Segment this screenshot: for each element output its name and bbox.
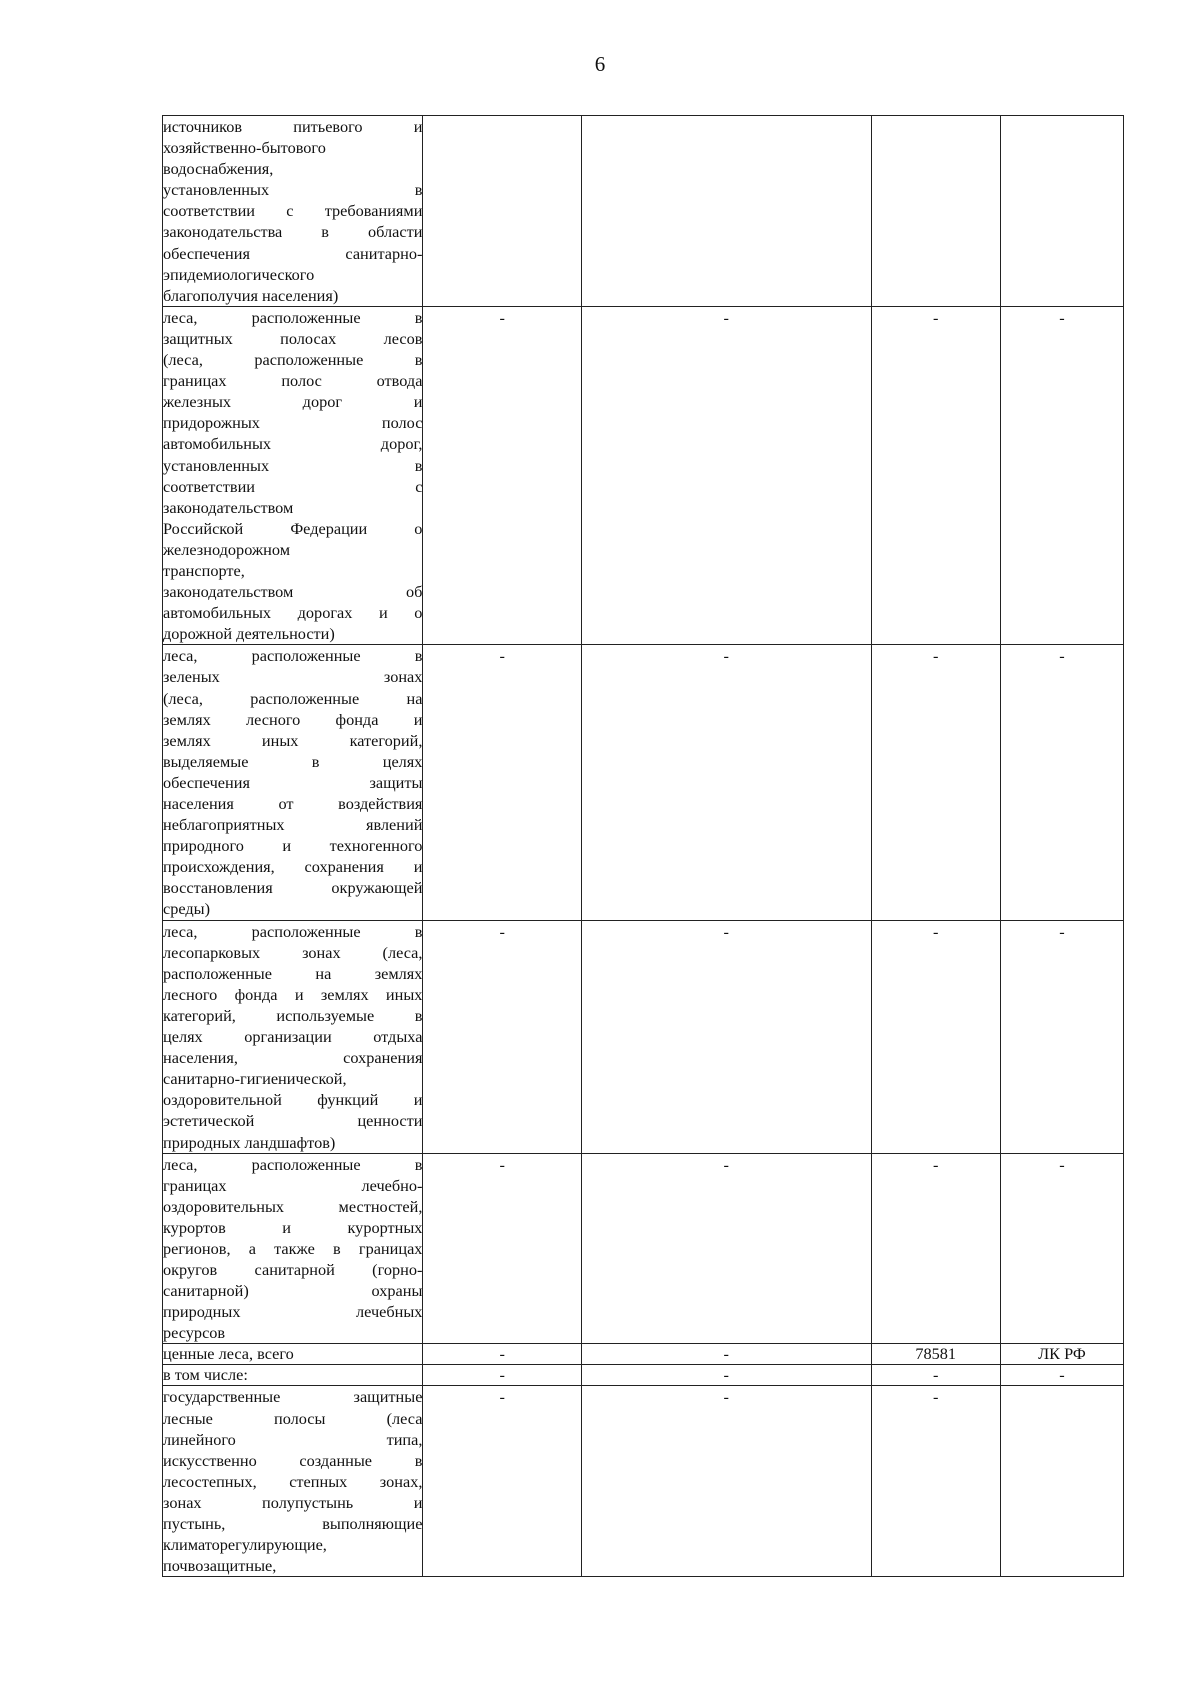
value-cell: - bbox=[423, 306, 581, 645]
category-text-line: почвозащитные, bbox=[163, 1556, 277, 1576]
category-cell bbox=[163, 116, 423, 307]
category-text-line: восстановления окружающей bbox=[163, 878, 423, 898]
category-text-line: (леса, расположенные в bbox=[163, 350, 423, 370]
category-text-line: установленных в bbox=[163, 455, 423, 475]
category-text-line: лесного фонда и землях иных bbox=[163, 984, 423, 1004]
category-text-line: законодательством об bbox=[163, 582, 423, 602]
forest-categories-table bbox=[162, 115, 1124, 1577]
category-text-line: установленных в bbox=[163, 180, 423, 200]
category-text-line: соответствии с bbox=[163, 476, 423, 496]
category-text-line: автомобильных дорогах и о bbox=[163, 603, 423, 623]
category-text-line: железнодорожном bbox=[163, 539, 291, 559]
category-text-line: обеспечения защиты bbox=[163, 772, 423, 792]
category-text-line: санитарно-гигиенической, bbox=[163, 1069, 347, 1089]
category-text-line: леса, расположенные в bbox=[163, 646, 423, 666]
category-text-line: эпидемиологического bbox=[163, 264, 315, 284]
category-text-line: землях иных категорий, bbox=[163, 730, 423, 750]
value-cell: - bbox=[1000, 1365, 1123, 1386]
table-row bbox=[163, 920, 1124, 1153]
value-cell: - bbox=[1000, 306, 1123, 645]
value-cell: - bbox=[1000, 1153, 1123, 1344]
value-cell: - bbox=[1000, 920, 1123, 1153]
value-cell: - bbox=[871, 306, 1000, 645]
category-text-line: водоснабжения, bbox=[163, 159, 274, 179]
category-text-line: благополучия населения) bbox=[163, 285, 339, 305]
category-text-line: оздоровительной функций и bbox=[163, 1090, 423, 1110]
category-text-line: происхождения, сохранения и bbox=[163, 857, 423, 877]
category-text-line: климаторегулирующие, bbox=[163, 1535, 327, 1555]
category-text-line: хозяйственно-бытового bbox=[163, 138, 326, 158]
value-cell: - bbox=[581, 1365, 871, 1386]
category-text-line: соответствии с требованиями bbox=[163, 201, 423, 221]
table-row bbox=[163, 1365, 1124, 1386]
value-cell bbox=[871, 116, 1000, 307]
category-text-line: границах полос отвода bbox=[163, 371, 423, 391]
category-text-line: Российской Федерации о bbox=[163, 518, 423, 538]
category-text-line: законодательством bbox=[163, 497, 294, 517]
category-text-line: источников питьевого и bbox=[163, 117, 423, 136]
table-row bbox=[163, 306, 1124, 645]
category-text-line: среды) bbox=[163, 899, 211, 919]
category-text-line: санитарной) охраны bbox=[163, 1281, 423, 1301]
category-cell bbox=[163, 1386, 423, 1577]
table-row bbox=[163, 645, 1124, 920]
value-cell: - bbox=[871, 1365, 1000, 1386]
value-cell: - bbox=[871, 920, 1000, 1153]
category-text-line: природных лечебных bbox=[163, 1302, 423, 1322]
category-text-line: природных ландшафтов) bbox=[163, 1132, 336, 1152]
category-text-line: ценные леса, всего bbox=[163, 1344, 294, 1364]
category-text-line: округов санитарной (горно- bbox=[163, 1260, 423, 1280]
category-text-line: пустынь, выполняющие bbox=[163, 1514, 423, 1533]
category-text-line: регионов, а также в границах bbox=[163, 1238, 423, 1258]
category-text-line: транспорте, bbox=[163, 560, 245, 580]
category-text-line: в том числе: bbox=[163, 1365, 248, 1385]
category-text-line: эстетической ценности bbox=[163, 1111, 423, 1131]
category-text-line: оздоровительных местностей, bbox=[163, 1196, 423, 1216]
value-cell: - bbox=[423, 920, 581, 1153]
category-text-line: леса, расположенные в bbox=[163, 1154, 423, 1174]
category-cell bbox=[163, 1344, 423, 1365]
category-text-line: зонах полупустынь и bbox=[163, 1492, 423, 1512]
category-text-line: законодательства в области bbox=[163, 222, 423, 242]
category-text-line: границах лечебно- bbox=[163, 1175, 423, 1195]
category-text-line: линейного типа, bbox=[163, 1429, 423, 1449]
category-text-line: автомобильных дорог, bbox=[163, 434, 423, 454]
category-text-line: целях организации отдыха bbox=[163, 1027, 423, 1047]
category-text-line: государственные защитные bbox=[163, 1387, 423, 1407]
value-cell: - bbox=[581, 645, 871, 920]
category-text-line: зеленых зонах bbox=[163, 667, 423, 687]
category-cell bbox=[163, 306, 423, 645]
category-text-line: леса, расположенные в bbox=[163, 921, 423, 941]
category-cell bbox=[163, 1365, 423, 1386]
category-text-line: лесные полосы (леса bbox=[163, 1408, 423, 1428]
value-cell: - bbox=[871, 645, 1000, 920]
category-cell bbox=[163, 920, 423, 1153]
value-cell: ЛК РФ bbox=[1000, 1344, 1123, 1365]
category-text-line: лесостепных, степных зонах, bbox=[163, 1471, 423, 1491]
category-text-line: ресурсов bbox=[163, 1323, 226, 1343]
category-text-line: леса, расположенные в bbox=[163, 307, 423, 327]
value-cell: - bbox=[871, 1386, 1000, 1577]
category-text-line: защитных полосах лесов bbox=[163, 328, 423, 348]
value-cell bbox=[581, 116, 871, 307]
category-text-line: категорий, используемые в bbox=[163, 1005, 423, 1025]
category-text-line: обеспечения санитарно- bbox=[163, 243, 423, 263]
category-text-line: выделяемые в целях bbox=[163, 751, 423, 771]
table-row bbox=[163, 1344, 1124, 1365]
value-cell: - bbox=[423, 645, 581, 920]
value-cell: - bbox=[1000, 645, 1123, 920]
value-cell: - bbox=[581, 306, 871, 645]
value-cell: - bbox=[581, 1344, 871, 1365]
category-text-line: неблагоприятных явлений bbox=[163, 815, 423, 835]
value-cell bbox=[1000, 116, 1123, 307]
table-row bbox=[163, 116, 1124, 307]
category-text-line: железных дорог и bbox=[163, 392, 423, 412]
category-text-line: природного и техногенного bbox=[163, 836, 423, 856]
value-cell: - bbox=[423, 1344, 581, 1365]
value-cell: - bbox=[871, 1153, 1000, 1344]
category-cell bbox=[163, 645, 423, 920]
category-text-line: землях лесного фонда и bbox=[163, 709, 423, 729]
value-cell: - bbox=[423, 1386, 581, 1577]
value-cell: - bbox=[423, 1153, 581, 1344]
category-text-line: искусственно созданные в bbox=[163, 1450, 423, 1470]
page-number: 6 bbox=[594, 52, 606, 76]
value-cell bbox=[423, 116, 581, 307]
value-cell: - bbox=[423, 1365, 581, 1386]
category-text-line: населения от воздействия bbox=[163, 794, 423, 813]
category-text-line: придорожных полос bbox=[163, 413, 423, 433]
value-cell: 78581 bbox=[871, 1344, 1000, 1365]
value-cell: - bbox=[581, 1153, 871, 1344]
table-row bbox=[163, 1386, 1124, 1577]
value-cell: - bbox=[581, 1386, 871, 1577]
value-cell: - bbox=[581, 920, 871, 1153]
category-text-line: населения, сохранения bbox=[163, 1048, 423, 1068]
category-text-line: расположенные на землях bbox=[163, 963, 423, 983]
category-text-line: курортов и курортных bbox=[163, 1217, 423, 1237]
category-text-line: (леса, расположенные на bbox=[163, 688, 423, 708]
table-body bbox=[163, 116, 1124, 1577]
value-cell bbox=[1000, 1386, 1123, 1577]
table-row bbox=[163, 1153, 1124, 1344]
category-cell bbox=[163, 1153, 423, 1344]
category-text-line: лесопарковых зонах (леса, bbox=[163, 942, 423, 962]
category-text-line: дорожной деятельности) bbox=[163, 624, 335, 644]
